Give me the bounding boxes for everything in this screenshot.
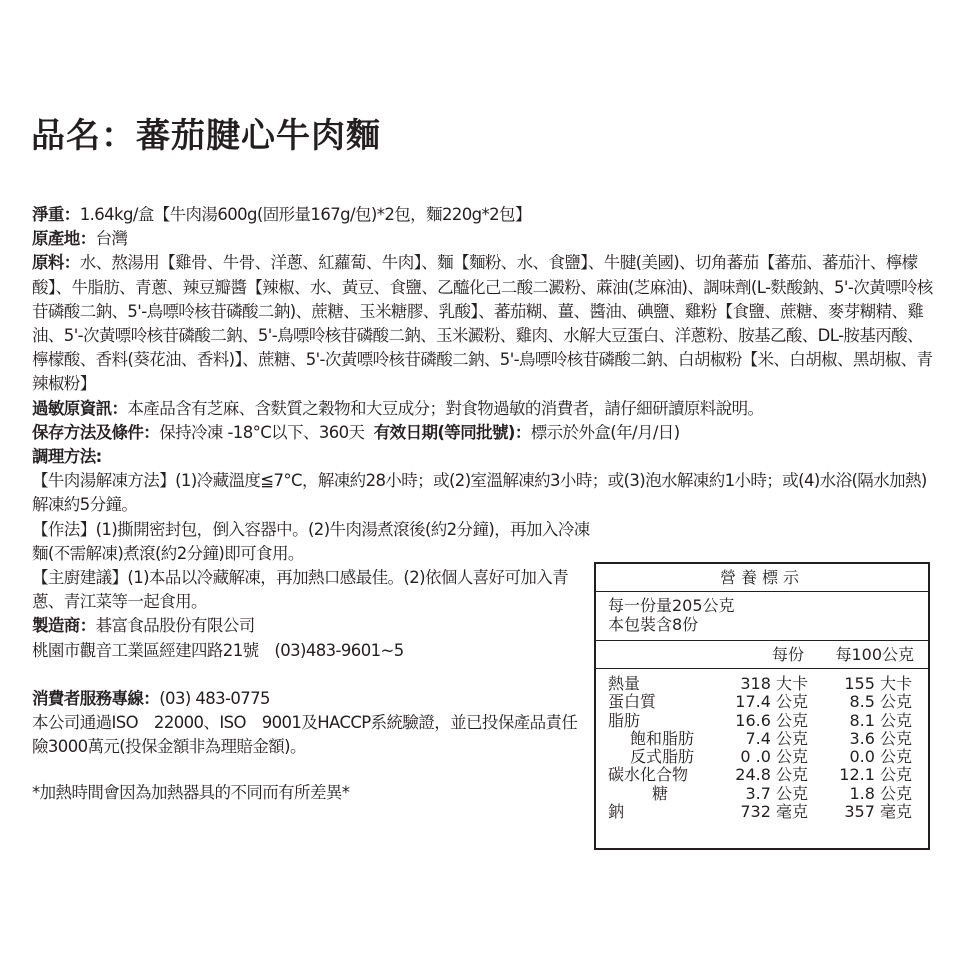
nutrition-header [596, 641, 928, 669]
col-per-serving: 每份 [771, 645, 804, 664]
product-title: 品名：蕃茄腱心牛肉麵 [31, 116, 381, 156]
nutrition-row: 鈉 732 毫克 357 毫克 [608, 802, 912, 822]
col-per-100g: 每100公克 [835, 645, 914, 664]
servings-per-pack: 本包裝含8份 [608, 615, 699, 634]
nutrition-row: 碳水化合物 24.8 公克 12.1 公克 [608, 765, 912, 785]
cooking-label: 調理方法: [32, 447, 102, 467]
manufacturer-address: 桃園市觀音工業區經建四路21號 (03)483-9601~5 [32, 640, 404, 660]
nutrition-row: 熱量 318 大卡 155 大卡 [608, 674, 912, 693]
heating-note: *加熱時間會因為加熱器具的不同而有所差異* [32, 783, 350, 803]
nutrition-row: 糖 3.7 公克 1.8 公克 [652, 783, 912, 803]
net-weight: 淨重：1.64kg/盒【牛肉湯600g(固形量167g/包)*2包，麵220g*2包】 [32, 205, 531, 224]
serving-size: 每一份量205公克 [608, 596, 735, 615]
origin: 原產地：台灣 [32, 229, 128, 249]
nutrition-row: 脂肪 16.6 公克 8.1 公克 [608, 710, 912, 730]
nutrition-row: 反式脂肪 0 .0 公克 0.0 公克 [630, 747, 912, 767]
chef-suggestion: 【主廚建議】(1)本品以冷藏解凍，再加熱口感最佳。(2)依個人喜好可加入青蔥、青江菜等一起食用。 [32, 568, 569, 612]
thaw-method: 【牛肉湯解凍方法】(1)冷藏溫度≦7°C，解凍約28小時；或(2)室溫解凍約3小時；或(3)泡水解凍約1小時；或(4)水浴(隔水加熱)解凍約5分鐘。 [32, 471, 927, 515]
nutrition-rows [596, 669, 928, 821]
nutrition-row: 蛋白質 17.4 公克 8.5 公克 [608, 692, 912, 712]
nutrition-title: 營養標示 [596, 564, 928, 592]
nutrition-row: 飽和脂肪 7.4 公克 3.6 公克 [630, 728, 912, 748]
storage-info: 保存方法及條件：保持冷凍 -18°C以下、360天 有效日期(等同批號)：標示於外盒(年/月/日) [32, 422, 680, 442]
service-line: 消費者服務專線：(03) 483-0775 [32, 688, 270, 708]
manufacturer: 製造商：碁富食品股份有限公司 [32, 616, 255, 636]
ingredients: 原料：水、熬湯用【雞骨、牛骨、洋蔥、紅蘿蔔、牛肉】、麵【麵粉、水、食鹽】、牛腱(美國)、切角蕃茄【蕃茄、蕃茄汁、檸檬酸】、牛脂肪、青蔥、辣豆瓣醬【辣椒、水、黃豆、食鹽、乙醯化己二酸二澱粉、蔴油(芝麻油)、調味劑(L-麩酸鈉、5'-次黃嘌呤核苷磷酸二鈉、5'-鳥嘌呤核苷磷酸二鈉)、蔗糖、玉米糖膠、乳酸】、蕃茄糊、薑、醬油、碘鹽、雞粉【食鹽、蔗糖、麥芽糊精、雞油、5'-次黃嘌呤核苷磷酸二鈉、5'-鳥嘌呤核苷磷酸二鈉、玉米澱粉、雞肉、水解大豆蛋白、洋蔥粉、胺基乙酸、DL-胺基丙酸、檸檬酸、香料(葵花油、香料)】、蔗糖、5'-次黃嘌呤核苷磷酸二鈉、5'-鳥嘌呤核苷磷酸二鈉、白胡椒粉【米、白胡椒、黑胡椒、青辣椒粉】 [32, 253, 933, 394]
nutrition-table [594, 562, 930, 850]
serving-info [596, 592, 928, 641]
cooking-method: 【作法】(1)撕開密封包，倒入容器中。(2)牛肉湯煮滾後(約2分鐘)，再加入冷凍麵(不需解凍)煮滾(約2分鐘)即可食用。 [32, 519, 590, 563]
allergen-info: 過敏原資訊：本產品含有芝麻、含麩質之穀物和大豆成分；對食物過敏的消費者，請仔細研讀原料說明。 [32, 398, 764, 418]
certification: 本公司通過ISO 22000、ISO 9001及HACCP系統驗證，並已投保產品責任險3000萬元(投保金額非為理賠金額)。 [32, 713, 578, 757]
